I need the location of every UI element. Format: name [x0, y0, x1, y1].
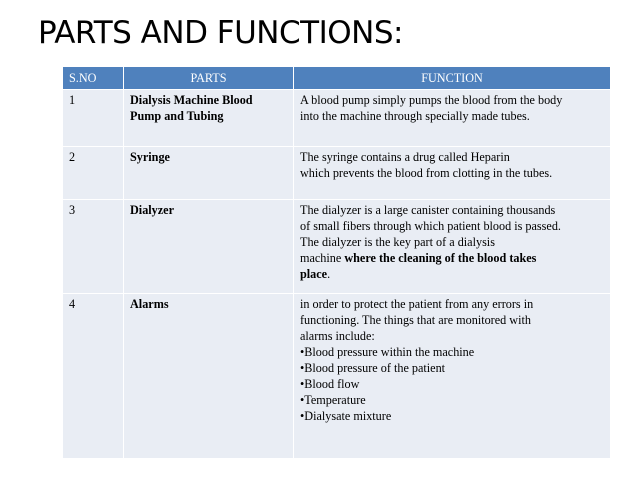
row-function — [294, 200, 611, 294]
function-text — [300, 266, 604, 282]
function-text: The dialyzer is the key part of a dialysis — [300, 235, 495, 249]
function-text: which prevents the blood from clotting in the tubes. — [300, 166, 553, 180]
function-text: The dialyzer is a large canister containing thousands — [300, 203, 556, 217]
function-text: alarms include: — [300, 329, 375, 343]
row-part — [124, 200, 294, 294]
function-text: in order to protect the patient from any errors in — [300, 297, 534, 311]
bullet-item: •Blood flow — [300, 377, 360, 391]
slide-title: PARTS AND FUNCTIONS: — [38, 15, 403, 51]
row-function — [294, 90, 611, 147]
function-text-plain: machine — [300, 251, 345, 265]
function-text: The syringe contains a drug called Heparin — [300, 150, 510, 164]
part-text: Alarms — [130, 297, 169, 311]
bullet-item: •Blood pressure within the machine — [300, 345, 475, 359]
row-function — [294, 147, 611, 200]
row-sno: 2 — [63, 147, 124, 200]
function-text: A blood pump simply pumps the blood from the body — [300, 93, 563, 107]
function-text-plain: . — [327, 267, 331, 281]
bullet-item: •Blood pressure of the patient — [300, 361, 446, 375]
bullet-item: •Temperature — [300, 393, 366, 407]
header-parts: PARTS — [124, 67, 294, 90]
table-row — [63, 147, 610, 200]
part-text: Dialysis Machine Blood — [130, 93, 253, 107]
header-sno: S.NO — [63, 67, 124, 90]
table-row — [63, 294, 610, 459]
bullet-item: •Dialysate mixture — [300, 409, 392, 423]
table-row — [63, 200, 610, 294]
function-text: of small fibers through which patient blood is passed. — [300, 219, 561, 233]
part-text: Syringe — [130, 150, 170, 164]
row-part — [124, 294, 294, 459]
function-text — [300, 250, 604, 266]
row-sno: 4 — [63, 294, 124, 459]
row-sno: 1 — [63, 90, 124, 147]
part-text: Dialyzer — [130, 203, 174, 217]
parts-functions-table — [63, 67, 610, 458]
function-text: into the machine through specially made tubes. — [300, 109, 530, 123]
row-part — [124, 90, 294, 147]
part-text: Pump and Tubing — [130, 109, 224, 123]
function-text-bold: where the cleaning of the blood takes — [344, 251, 537, 265]
header-function: FUNCTION — [294, 67, 611, 90]
table-row — [63, 90, 610, 147]
function-text-bold: place — [300, 267, 328, 281]
row-sno: 3 — [63, 200, 124, 294]
table-header-row — [63, 67, 610, 90]
function-text: functioning. The things that are monitored with — [300, 313, 531, 327]
row-function — [294, 294, 611, 459]
row-part — [124, 147, 294, 200]
